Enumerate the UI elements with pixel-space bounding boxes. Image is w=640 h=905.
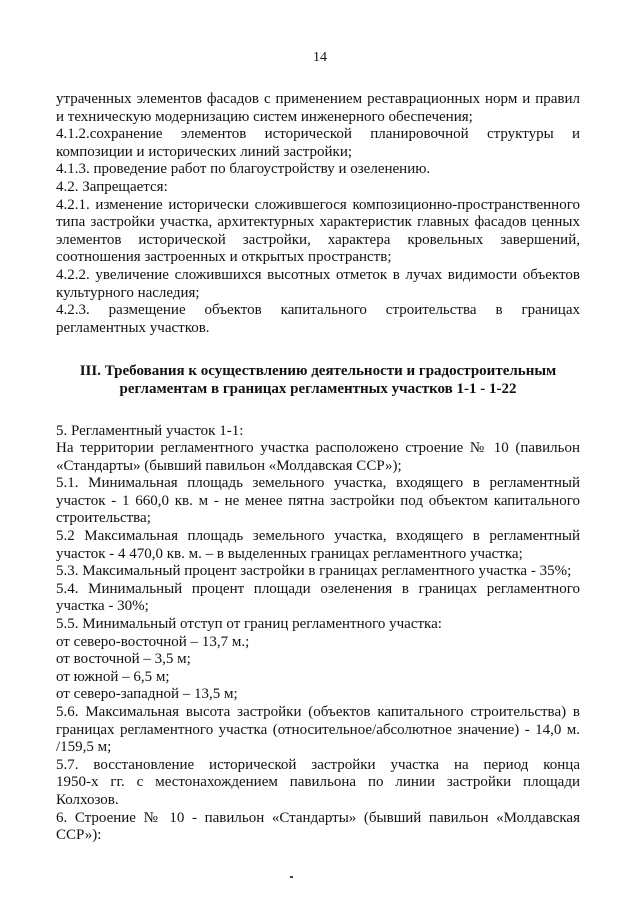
text-line: 1950-х гг. с местонахождением павильона по линии застройки площади [56, 774, 580, 791]
text-line: от северо-восточной – 13,7 м.; [56, 633, 250, 650]
text-line: от восточной – 3,5 м; [56, 651, 191, 668]
text-line: от южной – 6,5 м; [56, 668, 170, 685]
text-line: 4.2.2. увеличение сложившихся высотных отметок в лучах видимости объектов [56, 266, 580, 283]
text-line: 5.6. Максимальная высота застройки (объектов капитального строительства) в [56, 704, 580, 720]
text-line: ССР»): [56, 827, 102, 844]
text-line: 5.2 Максимальная площадь земельного участка, входящего в регламентный [56, 528, 580, 545]
text-line: регламентных участков. [56, 319, 210, 336]
text-line: участка - 30%; [56, 598, 149, 615]
text-line: /159,5 м; [56, 739, 112, 756]
text-line: На территории регламентного участка расположено строение № 10 (павильон [56, 440, 580, 457]
section-heading [56, 363, 580, 398]
text-line: строительства; [56, 510, 151, 527]
text-line: от северо-западной – 13,5 м; [56, 686, 238, 703]
text-line: 5.5. Минимальный отступ от границ регламентного участка: [56, 616, 442, 633]
text-line: 5.1. Минимальная площадь земельного участка, входящего в регламентный [56, 475, 580, 492]
section-regulated-plot-1-1 [56, 423, 580, 845]
text-line: типа застройки участка, архитектурных характеристик главных фасадов ценных [56, 214, 580, 231]
text-line: 5.3. Максимальный процент застройки в границах регламентного участка - 35%; [56, 563, 572, 580]
text-line: 4.2.3. размещение объектов капитального строительства в границах [56, 302, 580, 319]
scan-mark [290, 876, 293, 878]
text-line: участок - 4 470,0 кв. м. – в выделенных границах регламентного участка; [56, 545, 523, 562]
text-line: границах регламентного участка (относительное/абсолютное значение) - 14,0 м. [56, 721, 580, 738]
section-protection-rules [56, 91, 580, 337]
text-line: 5.4. Минимальный процент площади озеленения в границах регламентного [56, 580, 580, 597]
text-line: культурного наследия; [56, 284, 200, 301]
text-line: композиции и исторических линий застройки; [56, 143, 353, 160]
text-line: и техническую модернизацию систем инженерного обеспечения; [56, 108, 473, 125]
text-line: 4.1.3. проведение работ по благоустройству и озеленению. [56, 161, 431, 178]
text-line: 4.2.1. изменение исторически сложившегося композиционно-пространственного [56, 196, 580, 213]
text-line: соотношения застроенных и открытых пространств; [56, 249, 392, 266]
text-line: 6. Строение № 10 - павильон «Стандарты» (бывший павильон «Молдавская [56, 809, 580, 826]
text-line: 5. Регламентный участок 1-1: [56, 422, 244, 439]
document-body [56, 91, 580, 845]
heading-line: III. Требования к осуществлению деятельности и градостроительным [79, 363, 557, 380]
text-line: 5.7. восстановление исторической застройки участка на период конца [56, 756, 580, 773]
text-line: элементов исторической застройки, характера кровельных завершений, [56, 231, 580, 248]
heading-line: регламентам в границах регламентных участков 1-1 - 1-22 [119, 380, 517, 397]
page-number: 14 [313, 50, 327, 65]
text-line: Колхозов. [56, 791, 119, 808]
text-line: 4.2. Запрещается: [56, 178, 168, 195]
text-line: участок - 1 660,0 кв. м - не менее пятна застройки под объектом капитального [56, 492, 580, 509]
text-line: утраченных элементов фасадов с применением реставрационных норм и правил [56, 91, 580, 107]
text-line: «Стандарты» (бывший павильон «Молдавская ССР»); [56, 457, 402, 474]
text-line: 4.1.2.сохранение элементов исторической планировочной структуры и [56, 126, 580, 143]
